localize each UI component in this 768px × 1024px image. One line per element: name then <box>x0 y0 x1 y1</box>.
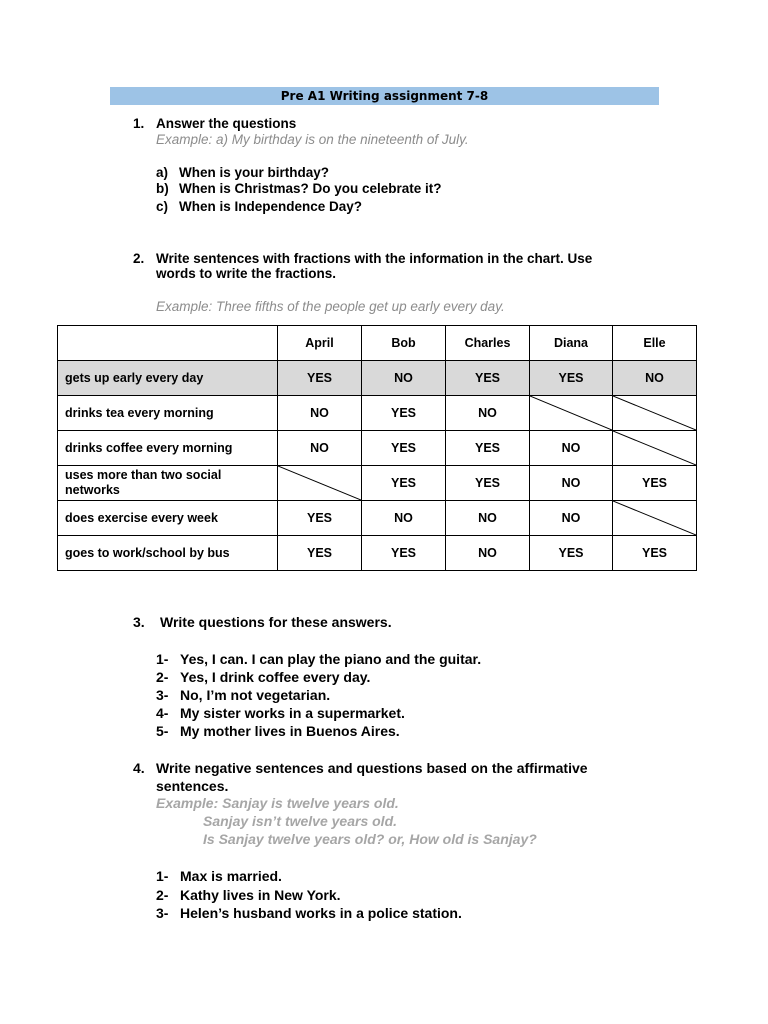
crossed-out-cell <box>613 396 697 431</box>
table-cell: YES <box>530 361 613 396</box>
list-marker: 3- <box>156 687 169 703</box>
table-cell: NO <box>446 536 530 571</box>
list-item: When is your birthday? <box>179 165 330 180</box>
table-row <box>58 361 697 396</box>
table-cell: NO <box>362 501 446 536</box>
list-marker: 1- <box>156 651 169 667</box>
section-heading: Write sentences with fractions with the information in the chart. Use <box>156 251 593 266</box>
table-cell: YES <box>362 396 446 431</box>
column-header: Diana <box>530 326 613 361</box>
section-number: 2. <box>133 251 145 266</box>
table-row <box>58 466 697 501</box>
list-marker: c) <box>156 199 169 214</box>
example-text: Example: Three fifths of the people get up early every day. <box>156 299 505 314</box>
list-item: My sister works in a supermarket. <box>180 705 405 721</box>
table-cell: YES <box>362 536 446 571</box>
column-header: Elle <box>613 326 697 361</box>
table-cell: YES <box>278 536 362 571</box>
section-number: 3. <box>133 614 145 630</box>
table-corner-cell <box>58 326 278 361</box>
section-number: 1. <box>133 116 145 131</box>
list-item: Max is married. <box>180 868 282 884</box>
list-marker: b) <box>156 181 169 196</box>
table-row <box>58 536 697 571</box>
table-row <box>58 396 697 431</box>
table-cell: NO <box>446 501 530 536</box>
table-cell: NO <box>613 361 697 396</box>
list-item: When is Independence Day? <box>179 199 363 214</box>
section-heading-line-2: words to write the fractions. <box>156 266 337 281</box>
table-cell: YES <box>362 466 446 501</box>
list-marker: 2- <box>156 887 169 903</box>
example-negative: Sanjay isn’t twelve years old. <box>203 813 398 829</box>
table-cell: NO <box>278 431 362 466</box>
list-marker: 3- <box>156 905 169 921</box>
table-cell: YES <box>278 361 362 396</box>
table-row <box>58 501 697 536</box>
table-cell: YES <box>446 466 530 501</box>
list-item: My mother lives in Buenos Aires. <box>180 723 400 739</box>
table-cell: NO <box>530 466 613 501</box>
table-cell: NO <box>278 396 362 431</box>
list-item: Helen’s husband works in a police station. <box>180 905 462 921</box>
list-marker: 1- <box>156 868 169 884</box>
column-header: April <box>278 326 362 361</box>
section-heading: Answer the questions <box>156 116 297 131</box>
section-heading: Write questions for these answers. <box>160 614 392 630</box>
section-heading: Write negative sentences and questions based on the affirmative <box>156 760 588 776</box>
crossed-out-cell <box>530 396 613 431</box>
list-marker: 5- <box>156 723 169 739</box>
example-text: Example: a) My birthday is on the nineteenth of July. <box>156 132 469 147</box>
crossed-out-cell <box>613 431 697 466</box>
table-cell: NO <box>446 396 530 431</box>
table-cell: YES <box>446 431 530 466</box>
table-cell: YES <box>530 536 613 571</box>
table-cell: NO <box>362 361 446 396</box>
table-cell: YES <box>446 361 530 396</box>
example-text: Example: Sanjay is twelve years old. <box>156 795 399 811</box>
column-header: Charles <box>446 326 530 361</box>
crossed-out-cell <box>278 466 362 501</box>
list-marker: 4- <box>156 705 169 721</box>
table-header-row <box>58 326 697 361</box>
row-label: drinks coffee every morning <box>58 431 278 466</box>
example-question: Is Sanjay twelve years old? or, How old is Sanjay? <box>203 831 537 847</box>
list-marker: 2- <box>156 669 169 685</box>
list-item: Kathy lives in New York. <box>180 887 341 903</box>
list-marker: a) <box>156 165 169 180</box>
fractions-chart <box>57 325 697 571</box>
table-cell: YES <box>362 431 446 466</box>
list-item: When is Christmas? Do you celebrate it? <box>179 181 442 196</box>
row-label: goes to work/school by bus <box>58 536 278 571</box>
column-header: Bob <box>362 326 446 361</box>
section-number: 4. <box>133 760 145 776</box>
table-cell: YES <box>613 466 697 501</box>
row-label: uses more than two social networks <box>58 466 278 501</box>
table-row <box>58 431 697 466</box>
list-item: No, I’m not vegetarian. <box>180 687 331 703</box>
table-cell: YES <box>278 501 362 536</box>
row-label: gets up early every day <box>58 361 278 396</box>
table-cell: YES <box>613 536 697 571</box>
document-title: Pre A1 Writing assignment 7-8 <box>110 87 659 105</box>
section-heading-line-2: sentences. <box>156 778 229 794</box>
list-item: Yes, I can. I can play the piano and the guitar. <box>180 651 482 667</box>
row-label: drinks tea every morning <box>58 396 278 431</box>
list-item: Yes, I drink coffee every day. <box>180 669 371 685</box>
table-cell: NO <box>530 501 613 536</box>
table-cell: NO <box>530 431 613 466</box>
row-label: does exercise every week <box>58 501 278 536</box>
crossed-out-cell <box>613 501 697 536</box>
